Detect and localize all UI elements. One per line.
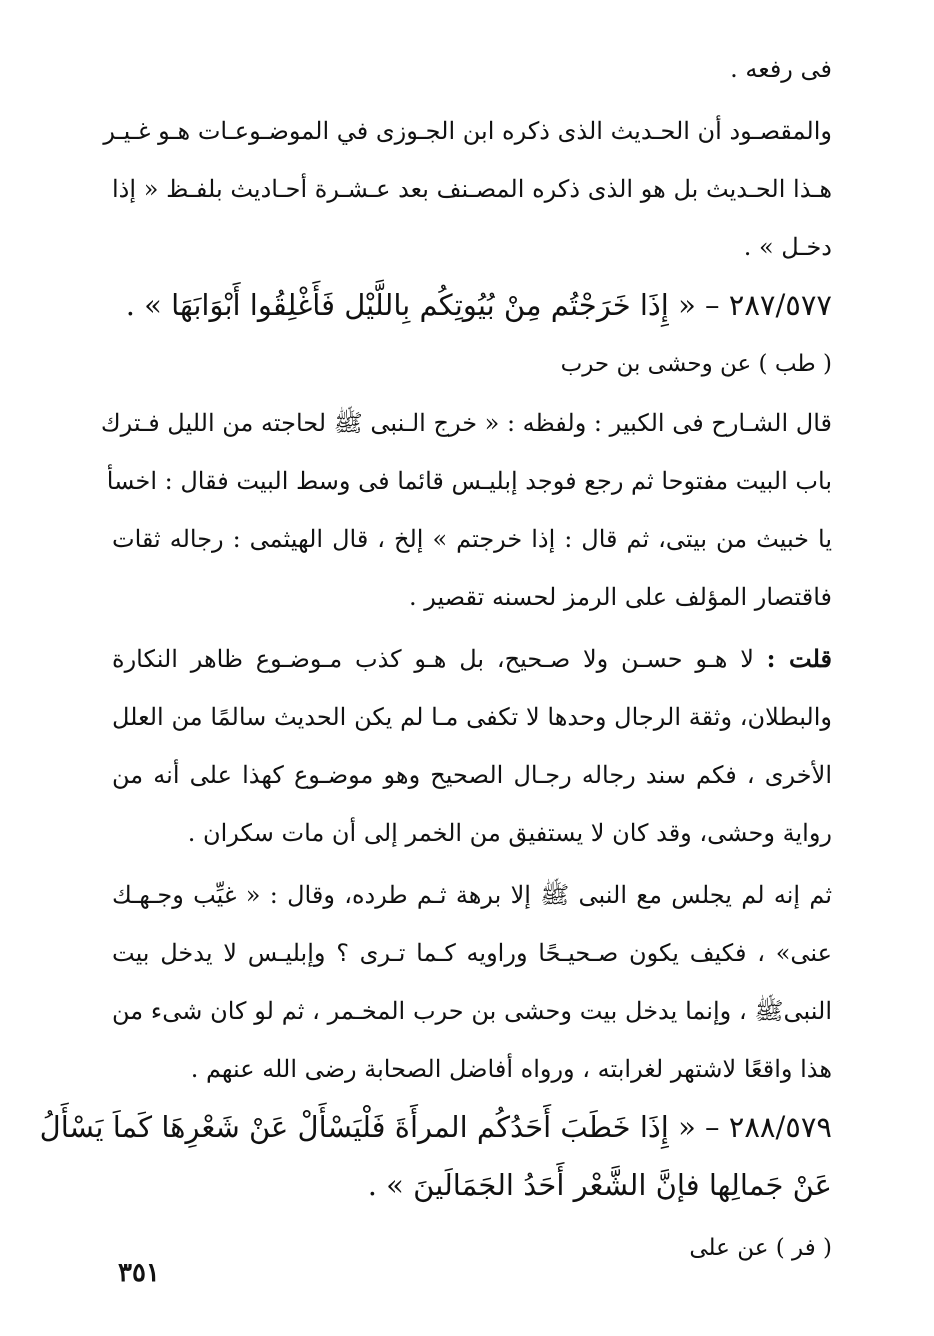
text-line-rest: لا هـو حسـن ولا صـحيح، بل هـو كذب مـوضـوع ظاهر النكارة bbox=[112, 645, 767, 673]
text-line: والبطلان، وثقة الرجال وحدها لا تكفى مـا لم يكن الحديث سالمًا من العلل bbox=[112, 703, 832, 731]
text-line: فى رفعه . bbox=[730, 55, 832, 83]
text-line: الأخرى ، فكم سند رجاله رجـال الصحيح وهو موضـوع كهذا على أنه من bbox=[112, 761, 832, 789]
paragraph bbox=[112, 866, 832, 1098]
paragraph bbox=[103, 102, 832, 276]
text-line: دخـل » . bbox=[743, 233, 832, 261]
text-line: قال الشـارح فى الكبير : ولفظه : « خرج الـنبى ﷺ لحاجته من الليل فـترك bbox=[100, 409, 832, 437]
hadith-288-source: ( فر ) عن على bbox=[689, 1235, 832, 1261]
hadith-287-source: ( طب ) عن وحشى بن حرب bbox=[560, 351, 832, 377]
text-line bbox=[112, 630, 832, 688]
hadith-287: ٢٨٧/٥٧٧ – « إِذَا خَرَجْتُم مِنْ بُيُوتِكُم بِاللَّيْل فَأَغْلِقُوا أَبْوَابَهَا » . bbox=[125, 288, 832, 322]
text-line: النبىﷺ ، وإنما يدخل بيت وحشى بن حرب المخـمر ، ثم لو كان شىء من bbox=[112, 997, 832, 1025]
page-number: ٣٥١ bbox=[118, 1258, 160, 1288]
page-body bbox=[39, 40, 832, 1278]
text-line: هذا واقعًا لاشتهر لغرابته ، ورواه أفاضل الصحابة رضى الله عنهم . bbox=[190, 1055, 832, 1083]
text-line: عنى» ، فكيف يكون صـحيـحًا وراويه كـما تـرى ؟ وإبليـس لا يدخل بيت bbox=[112, 939, 832, 967]
hadith-line: عَنْ جَمالِها فإنَّ الشَّعْر أَحَدُ الجَمَالَينَ » . bbox=[367, 1168, 832, 1202]
text-line: هـذا الحـديث بل هو الذى ذكره المصـنف بعد عـشـرة أحـاديث بلفـظ « إذا bbox=[112, 175, 832, 203]
text-line: يا خبيث من بيتى، ثم قال : إذا خرجتم » إلخ ، قال الهيثمى : رجاله ثقات bbox=[112, 525, 832, 553]
text-line: ثم إنه لم يجلس مع النبى ﷺ إلا برهة ثـم طرده، وقال : « غيِّب وجـهـك bbox=[112, 881, 832, 909]
paragraph bbox=[112, 630, 832, 862]
hadith-288 bbox=[39, 1098, 832, 1214]
text-line: رواية وحشى، وقد كان لا يستفيق من الخمر إلى أن مات سكران . bbox=[187, 819, 832, 847]
text-line: والمقصـود أن الحـديث الذى ذكره ابن الجـوزى في الموضـوعـات هـو غـيـر bbox=[103, 117, 832, 145]
text-line: باب البيت مفتوحا ثم رجع فوجد إبليـس قائما فى وسط البيت فقال : اخسأ bbox=[106, 467, 832, 495]
paragraph-lead: قلت : bbox=[766, 644, 832, 673]
text-line: فاقتصار المؤلف على الرمز لحسنه تقصير . bbox=[408, 583, 832, 611]
paragraph bbox=[100, 394, 832, 626]
hadith-line: ٢٨٨/٥٧٩ – « إِذَا خَطَبَ أَحَدُكُم المرأَةَ فَلْيَسْأَلْ عَنْ شَعْرِهَا كَماَ يَسْأَلُ bbox=[39, 1110, 832, 1144]
